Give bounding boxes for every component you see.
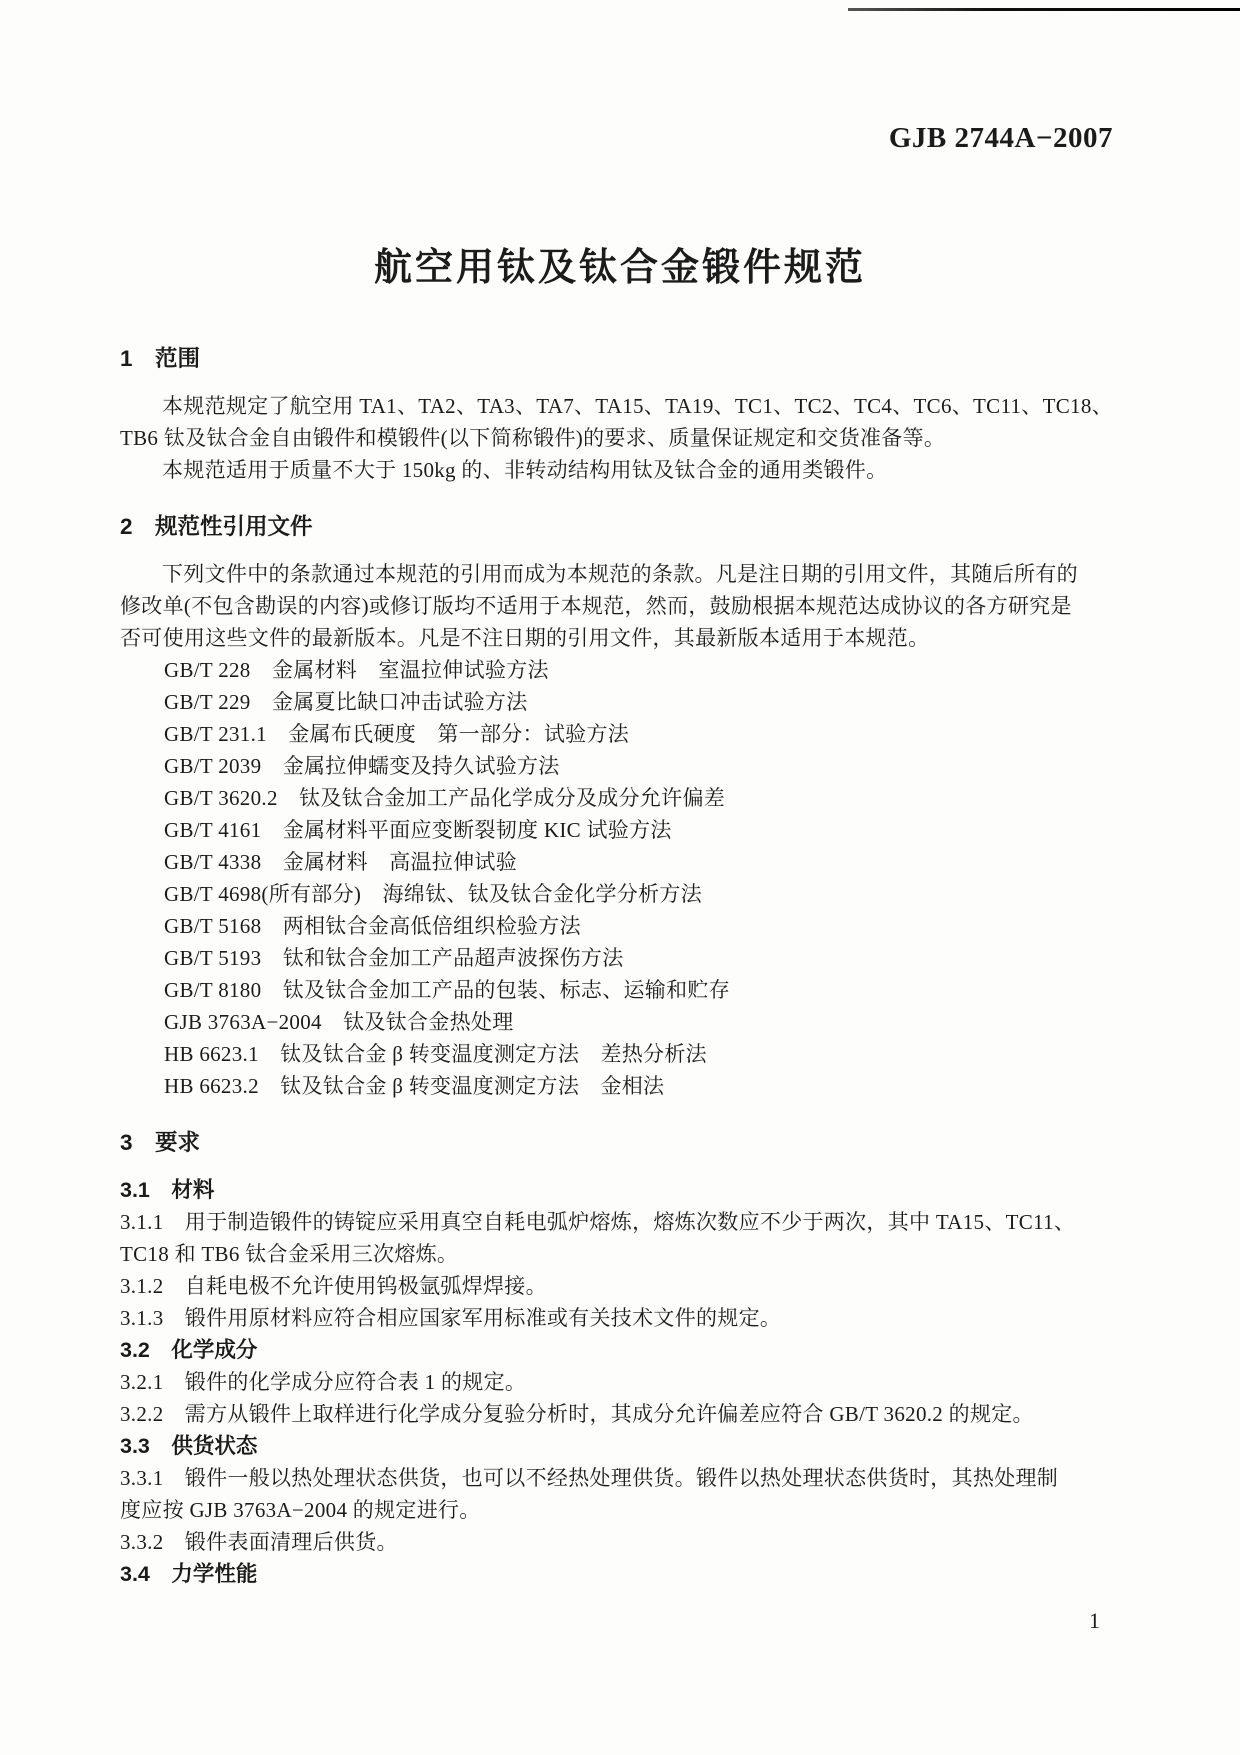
reference-item: GB/T 4338 金属材料 高温拉伸试验 [164, 850, 518, 874]
paragraph-line: 本规范规定了航空用 TA1、TA2、TA3、TA7、TA15、TA19、TC1、TC2、TC4、TC6、TC11、TC18、 [162, 394, 1113, 418]
reference-item: GB/T 4698(所有部分) 海绵钛、钛及钛合金化学分析方法 [164, 882, 702, 906]
paragraph-line: 下列文件中的条款通过本规范的引用而成为本规范的条款。凡是注日期的引用文件，其随后所有的 [162, 562, 1078, 586]
reference-item: GB/T 4161 金属材料平面应变断裂韧度 KIC 试验方法 [164, 818, 672, 842]
paragraph-line: 修改单(不包含勘误的内容)或修订版均不适用于本规范，然而，鼓励根据本规范达成协议的各方研究是 [120, 594, 1072, 618]
standard-number: GJB 2744A−2007 [888, 122, 1113, 154]
reference-item: HB 6623.2 钛及钛合金 β 转变温度测定方法 金相法 [164, 1074, 665, 1098]
reference-item: GB/T 5193 钛和钛合金加工产品超声波探伤方法 [164, 946, 624, 970]
section-heading: 2 规范性引用文件 [120, 514, 313, 539]
document-title: 航空用钛及钛合金锻件规范 [373, 247, 866, 289]
paragraph-line: 否可使用这些文件的最新版本。凡是不注日期的引用文件，其最新版本适用于本规范。 [120, 626, 930, 650]
document-body [120, 318, 1116, 1590]
clause-line: 3.1.3 锻件用原材料应符合相应国家军用标准或有关技术文件的规定。 [120, 1306, 782, 1330]
subsection-heading: 3.3 供货状态 [120, 1434, 258, 1458]
clause-line: 3.3.1 锻件一般以热处理状态供货，也可以不经热处理供货。锻件以热处理状态供货时，其热处理制 [120, 1466, 1059, 1490]
section-heading: 3 要求 [120, 1130, 201, 1155]
reference-item: HB 6623.1 钛及钛合金 β 转变温度测定方法 差热分析法 [164, 1042, 707, 1066]
clause-line: 3.2.1 锻件的化学成分应符合表 1 的规定。 [120, 1370, 527, 1394]
reference-item: GJB 3763A−2004 钛及钛合金热处理 [164, 1010, 514, 1034]
paragraph-line: 度应按 GJB 3763A−2004 的规定进行。 [120, 1498, 481, 1522]
reference-item: GB/T 2039 金属拉伸蠕变及持久试验方法 [164, 754, 560, 778]
clause-line: 3.1.2 自耗电极不允许使用钨极氩弧焊焊接。 [120, 1274, 547, 1298]
clause-line: 3.3.2 锻件表面清理后供货。 [120, 1530, 398, 1554]
subsection-heading: 3.4 力学性能 [120, 1562, 258, 1586]
page-number: 1 [1089, 1608, 1100, 1633]
reference-item: GB/T 229 金属夏比缺口冲击试验方法 [164, 690, 528, 714]
header-rule [848, 8, 1240, 11]
clause-line: 3.2.2 需方从锻件上取样进行化学成分复验分析时，其成分允许偏差应符合 GB/T 3620.2 的规定。 [120, 1402, 1034, 1426]
reference-item: GB/T 228 金属材料 室温拉伸试验方法 [164, 658, 549, 682]
subsection-heading: 3.2 化学成分 [120, 1338, 258, 1362]
subsection-heading: 3.1 材料 [120, 1178, 215, 1202]
reference-item: GB/T 3620.2 钛及钛合金加工产品化学成分及成分允许偏差 [164, 786, 726, 810]
clause-line: 3.1.1 用于制造锻件的铸锭应采用真空自耗电弧炉熔炼，熔炼次数应不少于两次，其中 TA15、TC11、 [120, 1210, 1076, 1234]
paragraph-line: TB6 钛及钛合金自由锻件和模锻件(以下简称锻件)的要求、质量保证规定和交货准备等。 [120, 426, 946, 450]
reference-item: GB/T 231.1 金属布氏硬度 第一部分：试验方法 [164, 722, 630, 746]
section-heading: 1 范围 [120, 346, 201, 371]
paragraph-line: 本规范适用于质量不大于 150kg 的、非转动结构用钛及钛合金的通用类锻件。 [162, 458, 888, 482]
paragraph-line: TC18 和 TB6 钛合金采用三次熔炼。 [120, 1242, 459, 1266]
reference-item: GB/T 8180 钛及钛合金加工产品的包装、标志、运输和贮存 [164, 978, 731, 1002]
reference-item: GB/T 5168 两相钛合金高低倍组织检验方法 [164, 914, 581, 938]
